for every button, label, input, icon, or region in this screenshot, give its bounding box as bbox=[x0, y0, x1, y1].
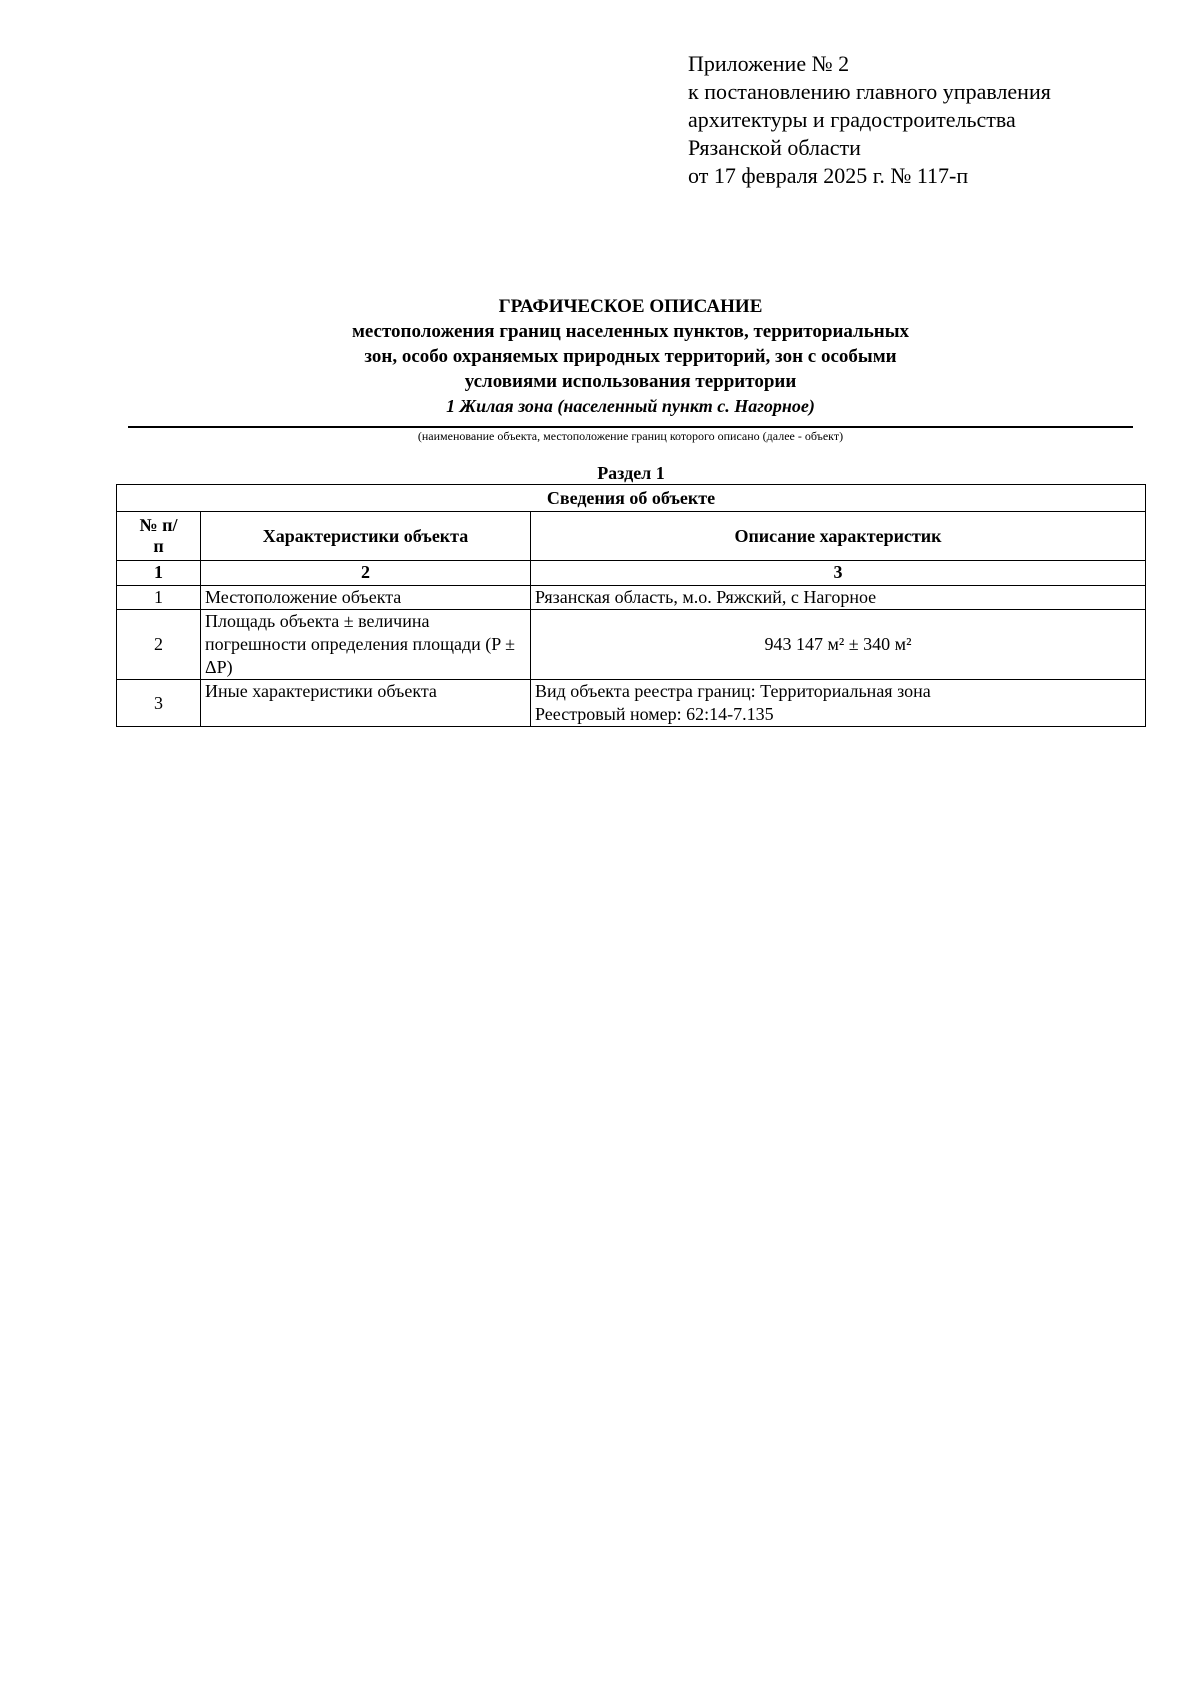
object-name-caption: (наименование объекта, местоположение границ которого описано (далее - объект) bbox=[417, 429, 844, 443]
row-description: 943 147 м² ± 340 м² bbox=[531, 610, 1146, 680]
document-title: ГРАФИЧЕСКОЕ ОПИСАНИЕ bbox=[498, 296, 763, 317]
appendix-line: к постановлению главного управления bbox=[688, 79, 1051, 104]
appendix-line: Рязанской области bbox=[688, 135, 861, 160]
row-description: Рязанская область, м.о. Ряжский, с Нагорное bbox=[531, 586, 1146, 610]
table-row bbox=[117, 680, 1146, 727]
title-block bbox=[128, 294, 1133, 418]
column-number-row bbox=[117, 561, 1146, 586]
row-num: 2 bbox=[117, 610, 201, 680]
row-num: 3 bbox=[117, 680, 201, 727]
object-name: 1 Жилая зона (населенный пункт с. Нагорное) bbox=[446, 396, 815, 416]
table-header-row bbox=[117, 512, 1146, 561]
header-description: Описание характеристик bbox=[531, 512, 1146, 561]
row-characteristic: Иные характеристики объекта bbox=[201, 680, 531, 727]
row-description bbox=[531, 680, 1146, 727]
document-subtitle-line: местоположения границ населенных пунктов, территориальных bbox=[351, 321, 910, 342]
header-num bbox=[117, 512, 201, 561]
row-characteristic: Местоположение объекта bbox=[201, 586, 531, 610]
row-description-line: Вид объекта реестра границ: Территориальная зона bbox=[535, 681, 931, 701]
appendix-line: архитектуры и градостроительства bbox=[688, 107, 1016, 132]
appendix-line: от 17 февраля 2025 г. № 117-п bbox=[688, 163, 969, 188]
row-description-line: Реестровый номер: 62:14-7.135 bbox=[535, 704, 774, 724]
section-title: Раздел 1 bbox=[597, 463, 665, 483]
document-subtitle-line: зон, особо охраняемых природных территорий, зон с особыми bbox=[364, 346, 897, 367]
column-number: 3 bbox=[531, 561, 1146, 586]
column-number: 1 bbox=[117, 561, 201, 586]
header-num-label: № п/п bbox=[139, 515, 178, 556]
table-row bbox=[117, 610, 1146, 680]
column-number: 2 bbox=[201, 561, 531, 586]
table-title: Сведения об объекте bbox=[117, 485, 1146, 512]
row-num: 1 bbox=[117, 586, 201, 610]
table-row bbox=[117, 586, 1146, 610]
table-title-row bbox=[117, 485, 1146, 512]
document-subtitle-line: условиями использования территории bbox=[464, 371, 797, 392]
row-characteristic: Площадь объекта ± величина погрешности определения площади (P ± ΔP) bbox=[201, 610, 531, 680]
object-name-underline bbox=[128, 426, 1133, 428]
object-info-table bbox=[116, 484, 1146, 727]
header-characteristics: Характеристики объекта bbox=[201, 512, 531, 561]
appendix-block bbox=[688, 50, 1051, 190]
appendix-line: Приложение № 2 bbox=[688, 51, 850, 76]
